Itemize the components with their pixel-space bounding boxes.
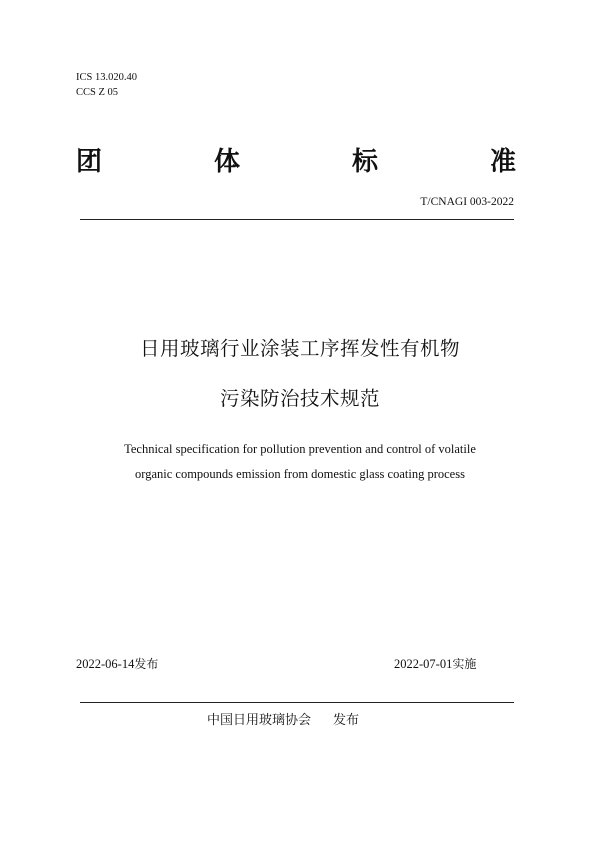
implementation-date: 2022-07-01: [394, 657, 453, 671]
title-chinese-line-1: 日用玻璃行业涂装工序挥发性有机物: [139, 337, 460, 360]
standard-type-heading: [76, 144, 516, 180]
standard-number: T/CNAGI 003-2022: [420, 196, 514, 208]
top-divider: [80, 219, 514, 220]
ccs-code: CCS Z 05: [76, 87, 119, 98]
bottom-divider: [80, 702, 514, 703]
issue-label: 发布: [134, 657, 159, 671]
publisher-name: 中国日用玻璃协会: [207, 713, 312, 728]
standard-type-char-1: 团: [76, 147, 103, 177]
implementation-label: 实施: [452, 657, 477, 671]
classification-codes: [76, 70, 137, 100]
title-english-line-1: Technical specification for pollution prevention and control of volatile: [124, 442, 476, 456]
standard-type-char-2: 体: [213, 147, 240, 177]
issue-date-line: [76, 655, 158, 672]
publisher-line: [207, 709, 359, 728]
standard-type-char-3: 标: [351, 147, 378, 177]
title-chinese-line-2: 污染防治技术规范: [219, 387, 380, 410]
implementation-date-line: [394, 655, 476, 672]
standard-type-char-4: 准: [489, 147, 516, 177]
ics-code: ICS 13.020.40: [76, 72, 137, 83]
title-english-line-2: organic compounds emission from domestic glass coating process: [135, 467, 465, 481]
issue-date: 2022-06-14: [76, 657, 135, 671]
publisher-action: 发布: [333, 713, 360, 728]
